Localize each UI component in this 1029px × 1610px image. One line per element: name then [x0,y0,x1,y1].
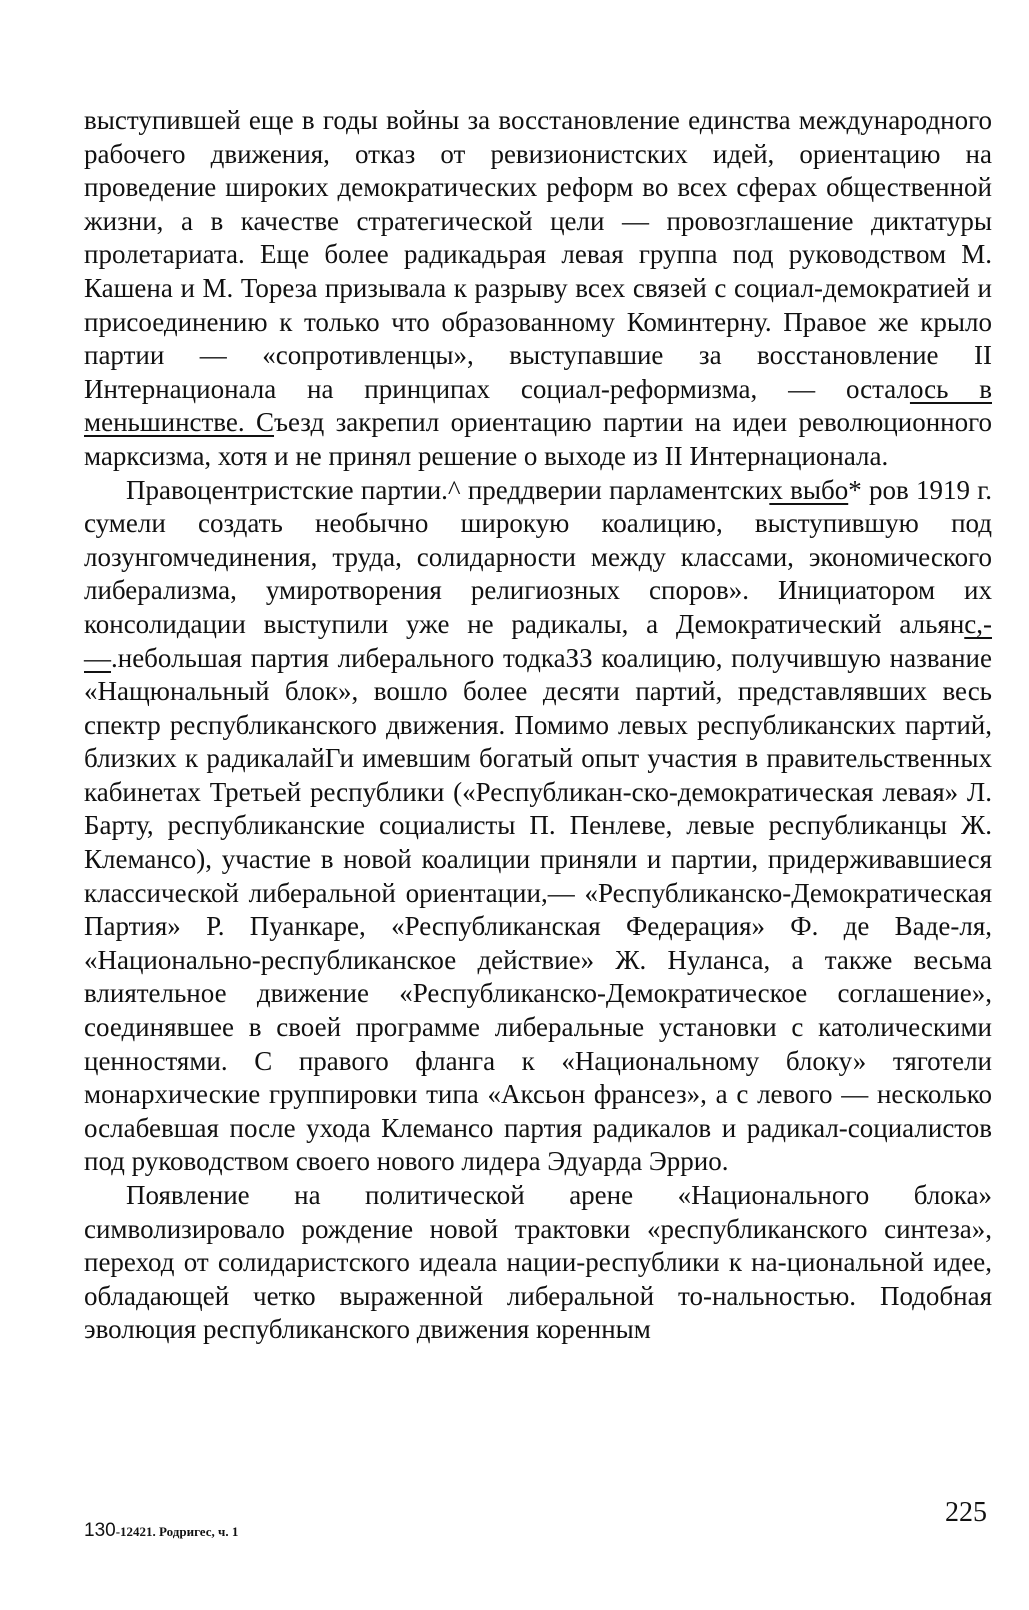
paragraph-1 [84,104,992,474]
main-text [84,104,992,1347]
paragraph-2-underlined-2: с,-— [84,608,992,673]
paragraph-2-part-c: .небольшая партия либерального тодкаЗЗ коалицию, получившую название «Нащюнальный блок», вошло более десяти партий, представлявших весь спектр республиканского движения. Помимо левых республиканских партий, близких к радикалайГи имевшим богатый опыт участия в правительственных кабинетах Третьей республики («Республикан-ско-демократическая левая» Л. Барту, республиканские социалисты П. Пенлеве, левые республиканцы Ж. Клемансо), участие в новой коалиции приняли и партии, придерживавшиеся классической либеральной ориентации,— «Республиканско-Демократическая Партия» Р. Пуанкаре, «Республиканская Федерация» Ф. де Ваде-ля, «Национально-республиканское действие» Ж. Нуланса, а также весьма влиятельное движение «Республиканско-Демократическое соглашение», соединявшее в своей программе либеральные установки с католическими ценностями. С правого фланга к «Национальному блоку» тяготели монархические группировки типа «Аксьон франсез», а с левого — несколько ослабевшая после ухода Клемансо партия радикалов и радикал-социалистов под руководством своего нового лидера Эдуарда Эррио. [84,642,992,1177]
paragraph-2-part-a: Правоцентристские партии.^ преддверии парламентски [126,474,770,505]
signature-number: 130 [84,1520,116,1541]
paragraph-2-underlined-1: х выбо [769,474,849,505]
paragraph-2 [84,474,992,1179]
printer-signature [84,1520,238,1542]
paragraph-3: Появление на политической арене «Национального блока» символизировало рождение новой трактовки «республиканского синтеза», переход от солидаристского идеала нации-республики к на-циональной идее, обладающей четко выраженной либеральной то-нальностью. Подобная эволюция республиканского движения коренным [84,1180,992,1345]
signature-text: -12421. Родригес, ч. 1 [115,1524,239,1539]
page-number: 225 [945,1497,987,1528]
paragraph-1-part-a: выступившей еще в годы войны за восстановление единства международного рабочего движения, отказ от ревизионистских идей, ориентацию на проведение широких демократических реформ во всех сферах общественной жизни, а в качестве стратегической цели — провозглашение диктатуры пролетариата. Еще более радикадьрая левая группа под руководством М. Кашена и М. Тореза призывала к разрыву всех связей с социал-демократией и присоединению к только что образованному Коминтерну. Правое же крыло партии — «сопротивленцы», выступавшие за восстановление II Интернационала на принципах социал-реформизма, — остал [84,105,992,404]
paragraph-2-part-b: * ров 1919 г. сумели создать необычно широкую коалицию, выступившую под лозунгомчединения, труда, солидарности между классами, экономического либерализма, умиротворения религиозных споров». Инициатором их консолидации выступили уже не радикалы, а Демократический альян [84,474,992,639]
paragraph-1-underlined: ось в меньшинстве. С [84,373,992,438]
paragraph-1-part-b: ъезд закрепил ориентацию партии на идеи революционного марксизма, хотя и не принял решение о выходе из II Интернационала. [84,407,992,471]
